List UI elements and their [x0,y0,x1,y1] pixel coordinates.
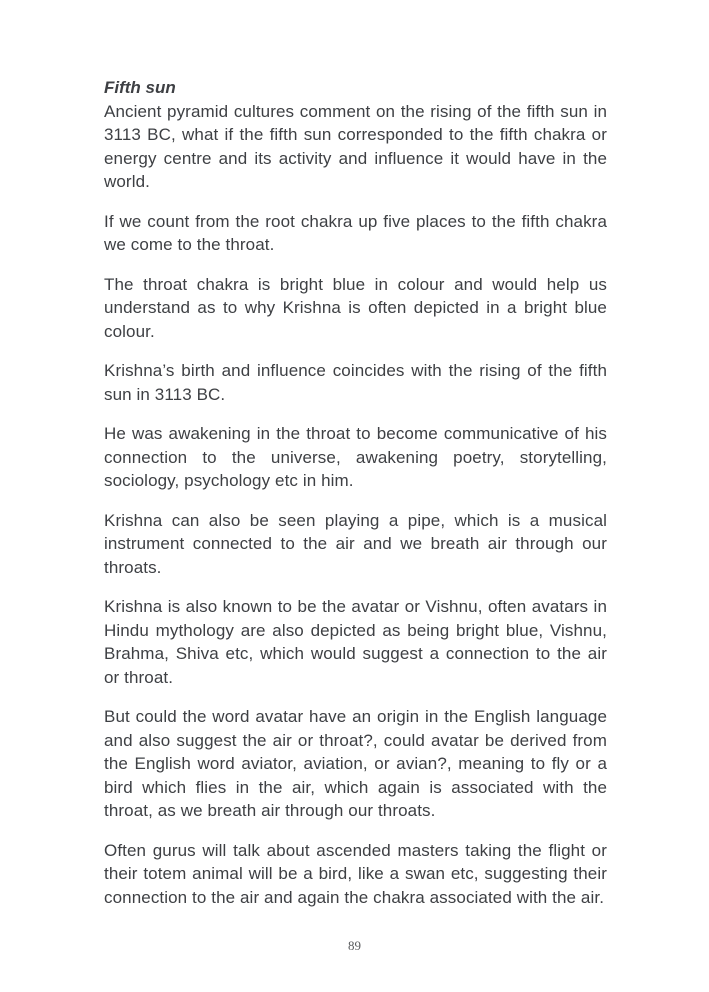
section-heading: Fifth sun [104,78,176,97]
paragraph-2: If we count from the root chakra up five places to the fifth chakra we come to the throat. [104,211,607,254]
paragraph-9: Often gurus will talk about ascended masters taking the flight or their totem animal will be a bird, like a swan etc, suggesting their connection to the air and again the chakra associated with the air. [104,840,607,907]
page-content [104,76,607,925]
paragraph-8: But could the word avatar have an origin in the English language and also suggest the air or throat?, could avatar be derived from the English word aviator, aviation, or avian?, meaning to fly or a bird which flies in the air, which again is associated with the throat, as we breath air through our throats. [104,707,607,820]
page-number: 89 [348,938,361,953]
paragraph-3: The throat chakra is bright blue in colour and would help us understand as to why Krishna is often depicted in a bright blue colour. [104,274,607,341]
paragraph-4: Krishna’s birth and influence coincides with the rising of the fifth sun in 3113 BC. [104,361,607,404]
paragraph-7: Krishna is also known to be the avatar or Vishnu, often avatars in Hindu mythology are also depicted as being bright blue, Vishnu, Brahma, Shiva etc, which would suggest a connection to the air or throat. [104,597,607,687]
paragraph-1: Ancient pyramid cultures comment on the rising of the fifth sun in 3113 BC, what if the fifth sun corresponded to the fifth chakra or energy centre and its activity and influence it would have in the world. [104,101,607,191]
paragraph-5: He was awakening in the throat to become communicative of his connection to the universe, awakening poetry, storytelling, sociology, psychology etc in him. [104,424,607,490]
paragraph-6: Krishna can also be seen playing a pipe, which is a musical instrument connected to the air and we breath air through our throats. [104,510,607,577]
